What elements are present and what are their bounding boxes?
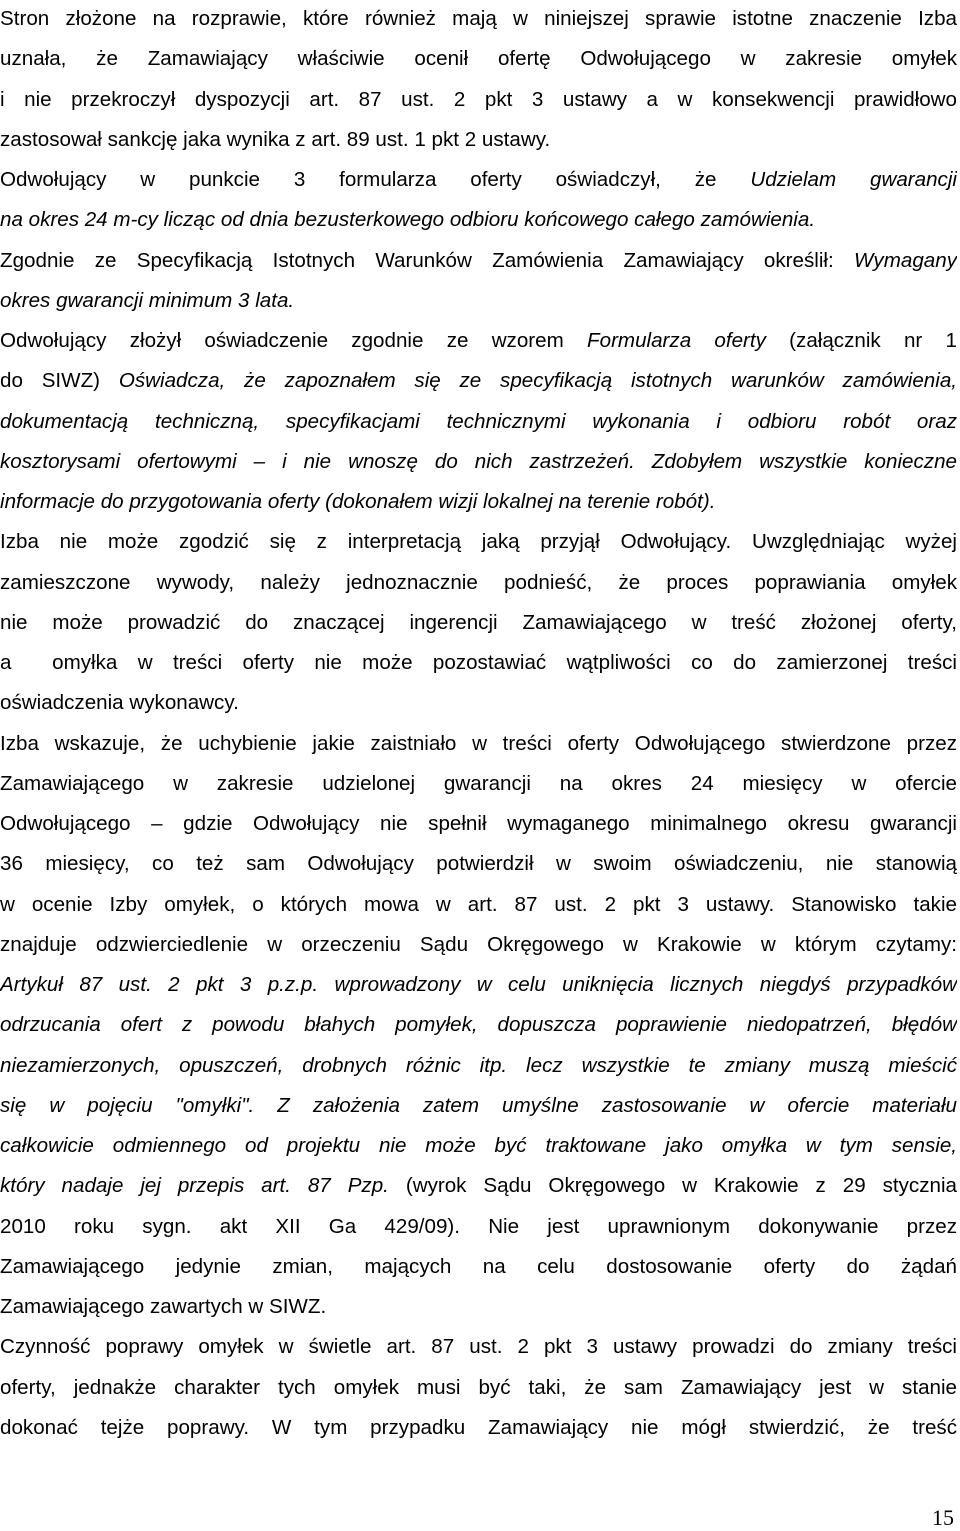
italic-text-segment: Wymagany (854, 248, 957, 272)
italic-text-segment: kosztorysami ofertowymi – i nie wnoszę do nich zastrzeżeń. (0, 449, 635, 473)
text-line (0, 729, 957, 759)
text-line (0, 608, 957, 638)
text-line (0, 4, 957, 34)
text-line (0, 1212, 957, 1242)
text-segment: oświadczenia wykonawcy. (0, 691, 239, 715)
text-segment: Izba wskazuje, że uchybienie jakie zaistniało w treści oferty Odwołującego stwierdzone przez (0, 731, 957, 755)
text-line (0, 1091, 957, 1121)
text-line (0, 849, 957, 879)
text-line (0, 286, 294, 316)
text-line (0, 688, 239, 718)
text-line (0, 1292, 326, 1322)
text-line (0, 1131, 957, 1161)
text-segment: nie może prowadzić do znaczącej ingerencji Zamawiającego w treść złożonej oferty, (0, 610, 957, 634)
text-segment: Odwołującego – gdzie Odwołujący nie spełnił wymaganego minimalnego okresu gwarancji (0, 812, 957, 835)
text-segment: do SIWZ) (0, 369, 119, 393)
italic-text-segment: Oświadcza, że zapoznałem się ze specyfikacją istotnych warunków zamówienia, (118, 369, 957, 393)
text-line (0, 527, 957, 557)
text-segment: Zamawiającego zawartych w SIWZ. (0, 1295, 327, 1318)
italic-text-segment: się w pojęciu "omyłki". Z założenia zatem umyślne zastosowanie w ofercie materiału (0, 1093, 957, 1117)
text-line (0, 125, 550, 155)
page-number: 15 (932, 1505, 954, 1530)
italic-text-segment: niezamierzonych, opuszczeń, drobnych różnic itp. lecz wszystkie te zmiany muszą mieścić (0, 1053, 957, 1077)
italic-text-segment: na okres 24 m-cy licząc od dnia bezusterkowego odbioru końcowego całego zamówienia. (0, 208, 816, 232)
text-line (0, 930, 957, 960)
text-segment: zamieszczone wywody, należy jednoznacznie podnieść, że proces poprawiania omyłek (0, 570, 957, 594)
italic-text-segment: Udzielam gwarancji (750, 168, 957, 191)
text-segment: Izba nie może zgodzić się z interpretacją jaką przyjął Odwołujący. Uwzględniając wyżej (0, 530, 957, 554)
text-line (0, 447, 957, 477)
text-line (0, 970, 957, 1000)
text-segment: Czynność poprawy omyłek w świetle art. 87 ust. 2 pkt 3 ustawy prowadzi do zmiany treści (0, 1335, 957, 1359)
text-segment: Zgodnie ze Specyfikacją Istotnych Warunków Zamówienia Zamawiający określił: (0, 248, 854, 272)
italic-text-segment: Artykuł 87 ust. 2 pkt 3 p.z.p. wprowadzony w celu uniknięcia licznych niegdyś przypadków (0, 973, 957, 996)
text-segment: Odwołujący w punkcie 3 formularza oferty oświadczył, że (0, 168, 751, 191)
italic-text-segment: całkowicie odmiennego od projektu nie może być traktowane jako omyłka w tym sensie, (0, 1134, 957, 1157)
text-line (0, 568, 957, 598)
text-segment: uznała, że Zamawiający właściwie ocenił ofertę Odwołującego w zakresie omyłek (0, 47, 957, 71)
text-segment: w ocenie Izby omyłek, o których mowa w art. 87 ust. 2 pkt 3 ustawy. Stanowisko takie (0, 892, 957, 916)
text-line (0, 165, 957, 195)
text-segment: zastosował sankcję jaka wynika z art. 89 ust. 1 pkt 2 ustawy. (0, 127, 551, 151)
italic-text-segment: odrzucania ofert z powodu błahych pomyłek, dopuszcza poprawienie niedopatrzeń, błędów (0, 1013, 957, 1037)
text-segment: oferty, jednakże charakter tych omyłek musi być taki, że sam Zamawiający jest w stanie (0, 1375, 957, 1399)
text-line (0, 1252, 957, 1282)
text-segment: Zamawiającego w zakresie udzielonej gwarancji na okres 24 miesięcy w ofercie (0, 771, 957, 795)
text-line (0, 769, 957, 799)
text-line (0, 85, 957, 115)
text-segment: znajduje odzwierciedlenie w orzeczeniu Sądu Okręgowego w Krakowie w którym czytamy: (0, 932, 957, 956)
text-line (0, 648, 957, 678)
text-line (0, 1051, 957, 1081)
text-line (0, 44, 957, 74)
text-line (0, 1373, 957, 1403)
text-segment: a omyłka w treści oferty nie może pozostawiać wątpliwości co do zamierzonej treści (0, 651, 957, 674)
text-line (0, 326, 957, 356)
text-line (0, 1332, 957, 1362)
text-segment: 2010 roku sygn. akt XII Ga 429/09). Nie jest uprawnionym dokonywanie przez (0, 1214, 957, 1238)
italic-text-segment: który nadaje jej przepis art. 87 Pzp. (0, 1174, 389, 1198)
text-line (0, 246, 957, 276)
text-segment: Zamawiającego jedynie zmian, mających na celu dostosowanie oferty do żądań (0, 1254, 957, 1278)
italic-text-segment: Zdobyłem wszystkie konieczne (634, 449, 957, 473)
text-segment: (wyrok Sądu Okręgowego w Krakowie z 29 stycznia (388, 1174, 957, 1198)
text-segment: Odwołujący złożył oświadczenie zgodnie ze wzorem (0, 329, 588, 352)
text-line (0, 1171, 957, 1201)
text-segment: (załącznik nr 1 (765, 329, 957, 352)
text-segment: dokonać tejże poprawy. W tym przypadku Zamawiający nie mógł stwierdzić, że treść (0, 1415, 957, 1439)
text-line (0, 407, 957, 437)
italic-text-segment: dokumentacją techniczną, specyfikacjami technicznymi wykonania i odbioru robót oraz (0, 409, 957, 433)
italic-text-segment: okres gwarancji minimum 3 lata. (0, 288, 295, 312)
text-line (0, 487, 715, 517)
text-line (0, 1010, 957, 1040)
text-line (0, 205, 815, 235)
text-line (0, 809, 957, 839)
text-segment: i nie przekroczył dyspozycji art. 87 ust. 2 pkt 3 ustawy a w konsekwencji prawidłowo (0, 87, 957, 111)
text-segment: Stron złożone na rozprawie, które również mają w niniejszej sprawie istotne znaczenie Izba (0, 7, 957, 30)
text-line (0, 1413, 957, 1443)
italic-text-segment: Formularza oferty (587, 329, 766, 352)
italic-text-segment: informacje do przygotowania oferty (dokonałem wizji lokalnej na terenie robót). (0, 490, 716, 513)
text-line (0, 890, 957, 920)
text-segment: 36 miesięcy, co też sam Odwołujący potwierdził w swoim oświadczeniu, nie stanowią (0, 852, 957, 876)
text-line (0, 366, 957, 396)
